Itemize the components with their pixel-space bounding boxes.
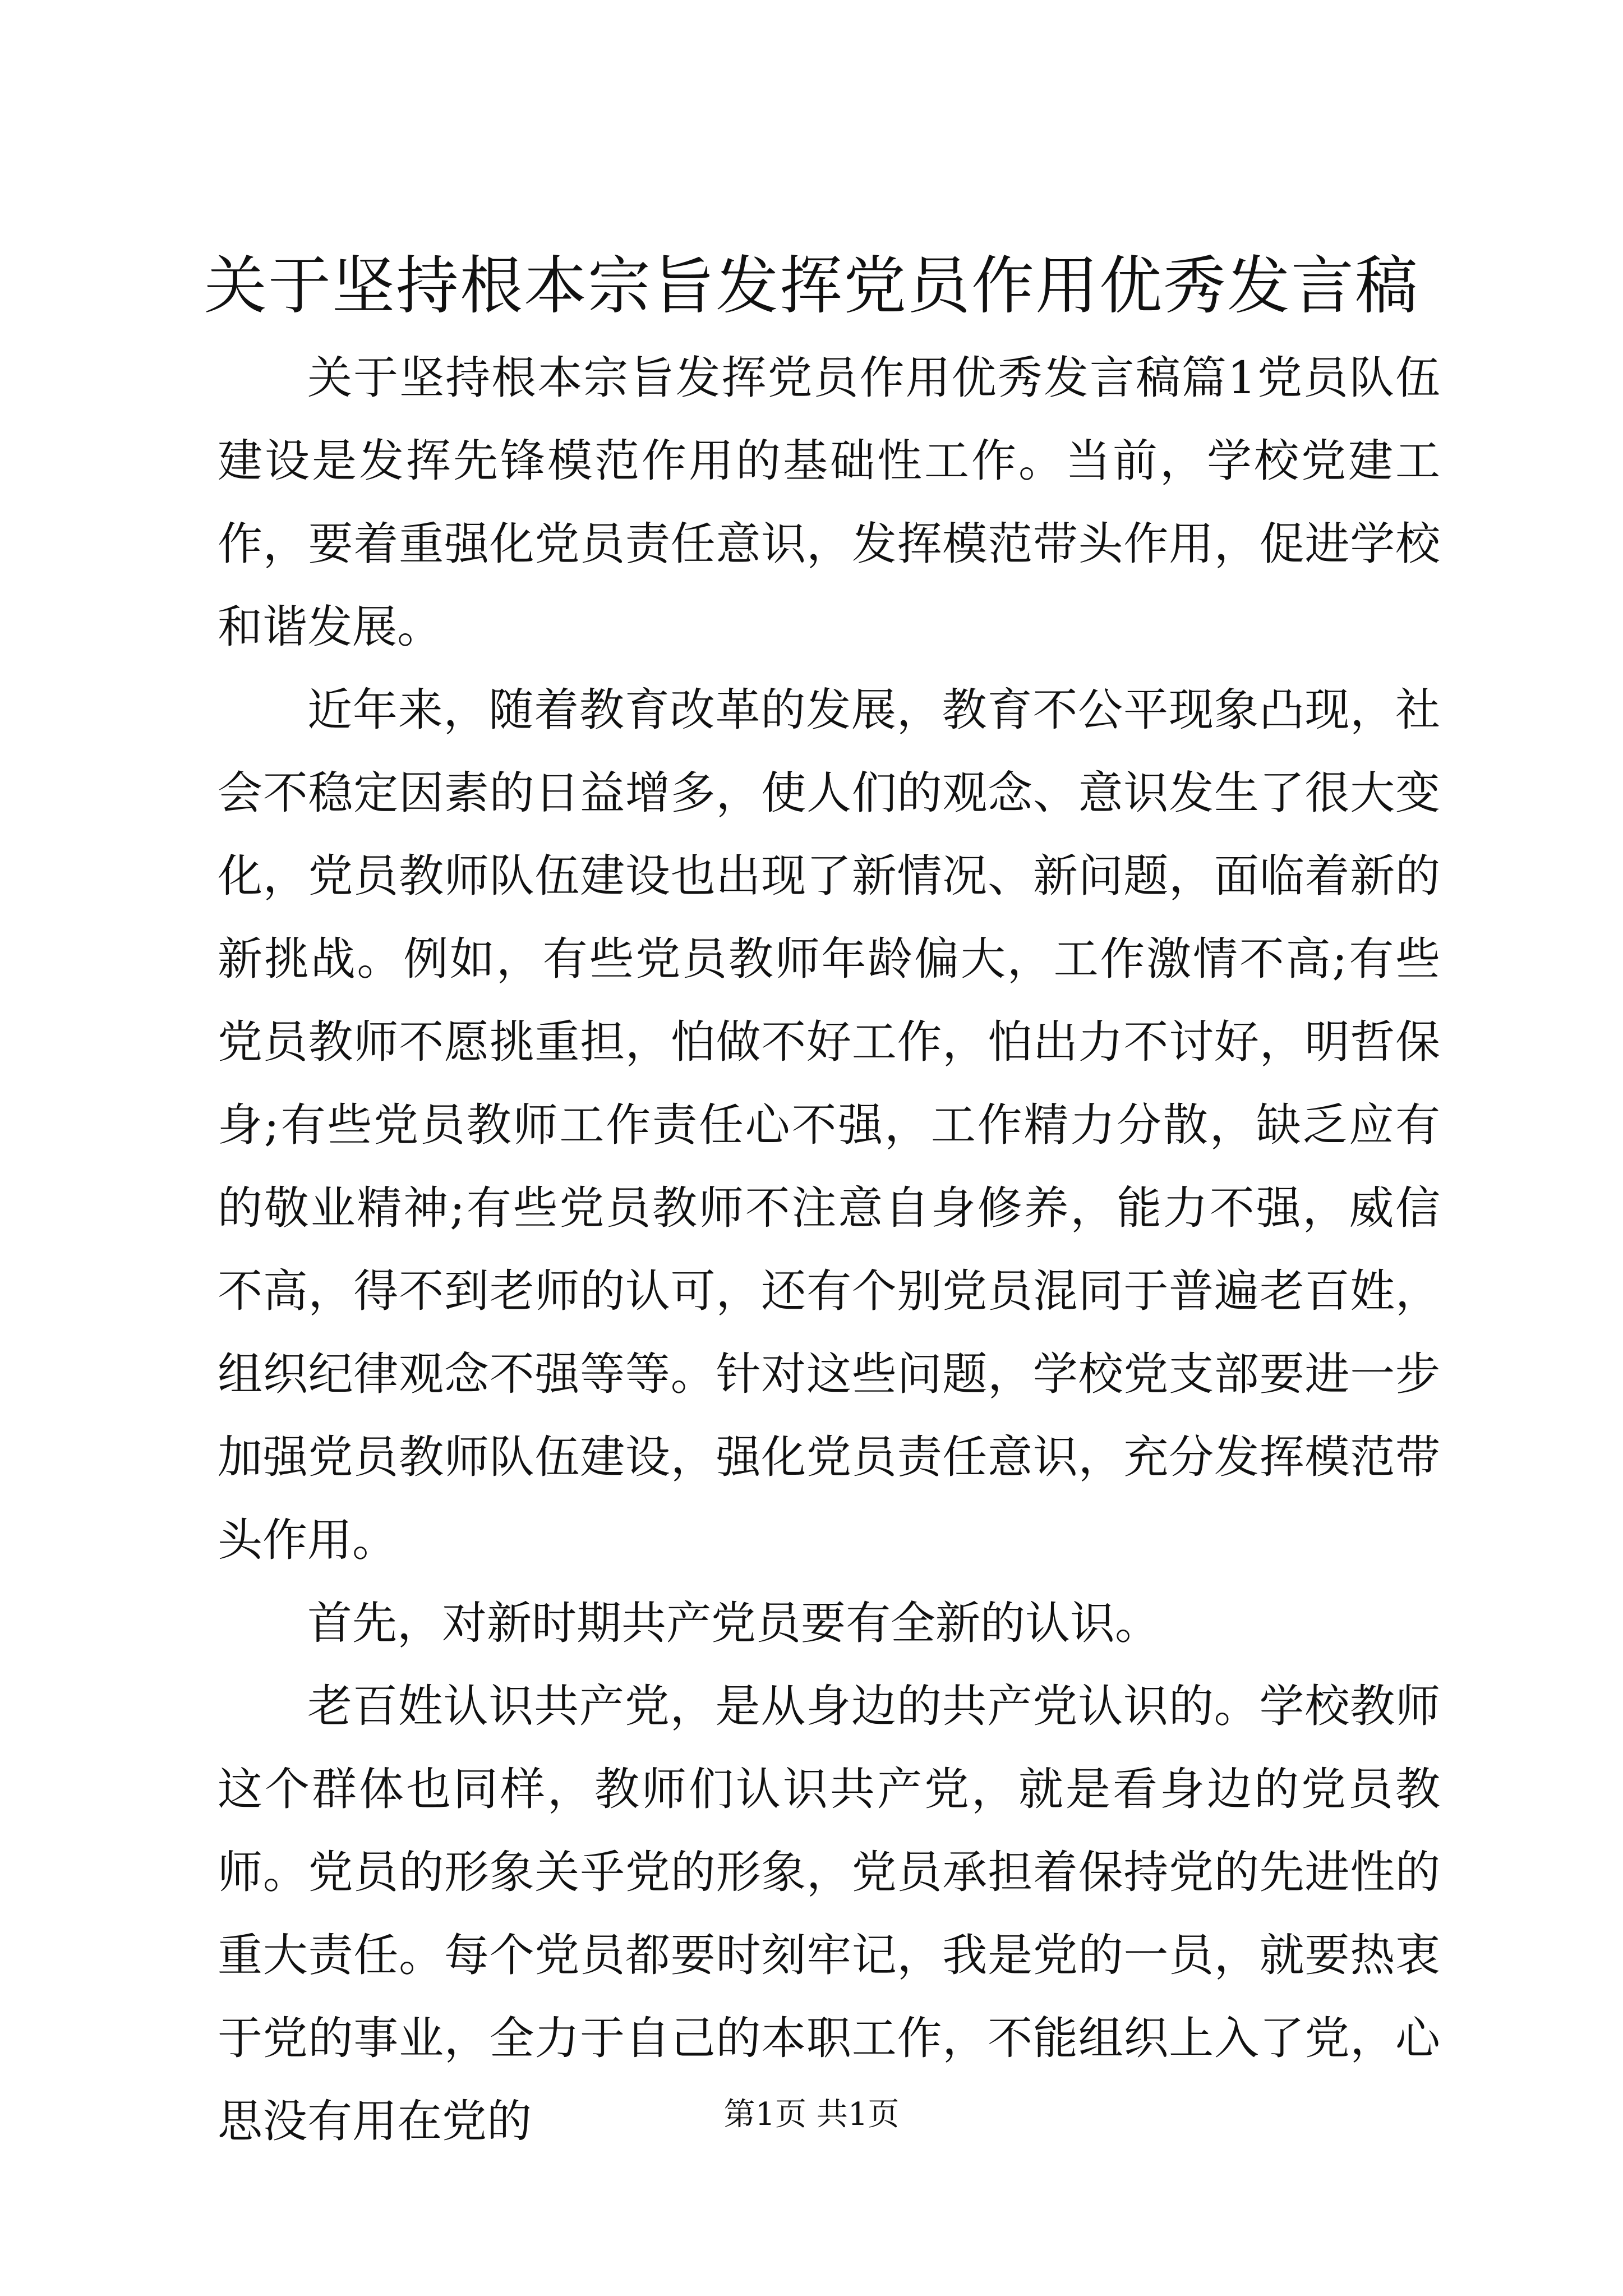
page-footer: 第1页 共1页 (723, 2096, 900, 2133)
paragraph-1: 关于坚持根本宗旨发挥党员作用优秀发言稿篇1党员队伍建设是发挥先锋模范作用的基础性工作。当前，学校党建工作，要着重强化党员责任意识，发挥模范带头作用，促进学校和谐发展。 (218, 352, 1440, 653)
paragraph-3: 首先，对新时期共产党员要有全新的认识。 (307, 1597, 1160, 1649)
paragraph-2: 近年来，随着教育改革的发展，教育不公平现象凸现，社会不稳定因素的日益增多，使人们的观念、意识发生了很大变化，党员教师队伍建设也出现了新情况、新问题，面临着新的新挑战。例如，有些党员教师年龄偏大，工作激情不高;有些党员教师不愿挑重担，怕做不好工作，怕出力不讨好，明哲保身;有些党员教师工作责任心不强，工作精力分散，缺乏应有的敬业精神;有些党员教师不注意自身修养，能力不强，威信不高，得不到老师的认可，还有个别党员混同于普遍老百姓，组织纪律观念不强等等。针对这些问题，学校党支部要进一步加强党员教师队伍建设，强化党员责任意识，充分发挥模范带头作用。 (218, 684, 1440, 1566)
document-title: 关于坚持根本宗旨发挥党员作用优秀发言稿 (204, 250, 1419, 323)
paragraph-4: 老百姓认识共产党，是从身边的共产党认识的。学校教师这个群体也同样，教师们认识共产党，就是看身边的党员教师。党员的形象关乎党的形象，党员承担着保持党的先进性的重大责任。每个党员都要时刻牢记，我是党的一员，就要热衷于党的事业，全力于自己的本职工作，不能组织上入了党，心思没有用在党的 (218, 1680, 1440, 2147)
document-body (218, 337, 1440, 2163)
